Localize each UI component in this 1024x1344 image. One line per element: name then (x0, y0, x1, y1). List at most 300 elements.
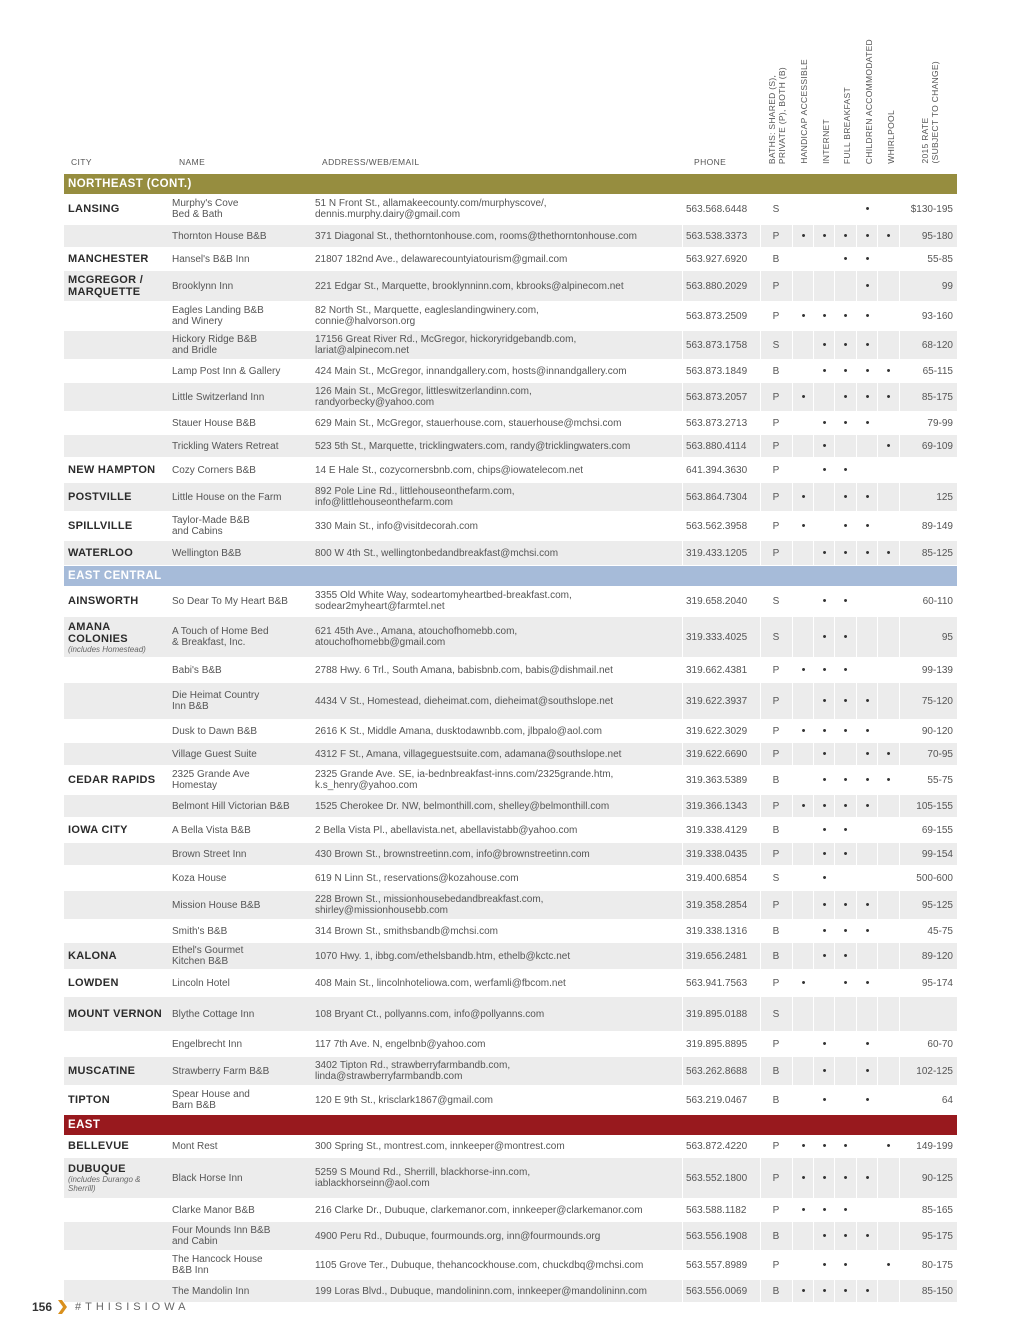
breakfast-mark: • (843, 1139, 848, 1152)
column-divider (856, 331, 857, 359)
address-cell (315, 383, 681, 411)
column-divider (834, 617, 835, 657)
bath-type: P (772, 464, 780, 476)
internet-mark: • (822, 694, 827, 707)
phone-cell: 563.262.8688 (686, 1065, 748, 1077)
lodging-name-line: Babi's B&B (172, 664, 222, 676)
lodging-name-line: Murphy's Cove (172, 198, 239, 209)
handicap-mark (793, 1251, 814, 1279)
table-row (64, 360, 957, 383)
breakfast-mark: • (843, 364, 848, 377)
column-divider (899, 658, 900, 682)
city-cell (68, 795, 168, 817)
handicap-mark (793, 360, 814, 382)
column-divider (856, 435, 857, 457)
internet-mark: • (822, 1203, 827, 1216)
address-cell (315, 658, 681, 682)
table-row (64, 483, 957, 512)
col-rate-line2: (SUBJECT TO CHANGE) (930, 61, 940, 164)
address-line: 1105 Grove Ter., Dubuque, thehancockhouse.com, chuckdbq@mchsi.com (315, 1259, 644, 1271)
column-divider (877, 541, 878, 565)
column-divider (877, 1032, 878, 1056)
column-divider (813, 1158, 814, 1198)
whirlpool-mark (878, 720, 899, 742)
handicap-mark (793, 843, 814, 865)
phone-cell: 563.880.2029 (686, 280, 748, 292)
rate-cell: 149-199 (916, 1140, 953, 1152)
column-divider (877, 586, 878, 616)
column-divider (899, 412, 900, 434)
phone-cell: 563.872.4220 (686, 1140, 748, 1152)
rate-cell: 69-155 (921, 824, 953, 836)
whirlpool-mark: • (886, 1139, 891, 1152)
city-name: LOWDEN (68, 977, 119, 989)
children-mark: • (865, 799, 870, 812)
phone-cell: 563.562.3958 (686, 520, 748, 532)
address-cell (315, 683, 681, 719)
column-divider (856, 720, 857, 742)
internet-mark: • (822, 338, 827, 351)
column-divider (856, 586, 857, 616)
whirlpool-mark: • (886, 390, 891, 403)
rate-cell: 90-125 (921, 1172, 953, 1184)
phone-cell: 563.873.2509 (686, 310, 748, 322)
column-divider (856, 617, 857, 657)
lodging-name-line: Brown Street Inn (172, 848, 247, 860)
breakfast-mark (835, 997, 856, 1031)
rate-cell: 68-120 (921, 339, 953, 351)
column-divider (760, 331, 761, 359)
table-row (64, 1222, 957, 1251)
lodging-name-line: Brooklynn Inn (172, 280, 234, 292)
address-line: 2788 Hwy. 6 Trl., South Amana, babisbnb.com, babis@dishmail.net (315, 664, 613, 676)
phone-cell: 319.363.5389 (686, 774, 748, 786)
column-divider (856, 1135, 857, 1157)
internet-mark: • (822, 663, 827, 676)
column-divider (813, 920, 814, 942)
phone-cell: 563.557.8989 (686, 1259, 748, 1271)
column-divider (813, 1251, 814, 1279)
table-row (64, 943, 957, 970)
column-divider (834, 302, 835, 330)
lodging-name (172, 1135, 307, 1157)
column-divider (760, 435, 761, 457)
phone-cell: 563.219.0467 (686, 1094, 748, 1106)
internet-mark (814, 483, 835, 511)
address-line: 51 N Front St., allamakeecounty.com/murphyscove/, (315, 198, 547, 209)
lodging-name-line: So Dear To My Heart B&B (172, 595, 288, 607)
column-divider (856, 194, 857, 224)
lodging-name (172, 225, 307, 247)
column-divider (813, 795, 814, 817)
lodging-name-line: The Hancock House (172, 1254, 263, 1265)
whirlpool-mark (878, 617, 899, 657)
lodging-name (172, 843, 307, 865)
lodging-name (172, 360, 307, 382)
internet-mark: • (822, 898, 827, 911)
bath-type: P (772, 848, 780, 860)
table-header (64, 20, 957, 172)
column-divider (760, 1199, 761, 1221)
column-divider (834, 1158, 835, 1198)
column-divider (792, 683, 793, 719)
column-divider (792, 866, 793, 890)
address-line: shirley@missionhousebb.com (315, 905, 448, 916)
column-divider (899, 743, 900, 765)
table-row (64, 866, 957, 891)
handicap-mark (793, 920, 814, 942)
rate-cell: 93-160 (921, 310, 953, 322)
column-divider (856, 1222, 857, 1250)
column-divider (682, 331, 683, 359)
column-divider (856, 383, 857, 411)
breakfast-mark (835, 435, 856, 457)
table-row (64, 271, 957, 302)
lodging-name-line: Die Heimat Country (172, 690, 260, 701)
col-phone-header: PHONE (694, 157, 727, 167)
column-divider (813, 843, 814, 865)
col-baths-line2: PRIVATE (P), BOTH (B) (777, 66, 787, 164)
column-divider (899, 383, 900, 411)
lodging-name-line: Taylor-Made B&B (172, 515, 250, 526)
column-divider (792, 720, 793, 742)
children-mark: • (865, 1171, 870, 1184)
breakfast-mark (835, 194, 856, 224)
address-line: 17156 Great River Rd., McGregor, hickoryridgebandb.com, (315, 334, 577, 345)
column-divider (682, 795, 683, 817)
bath-type: B (772, 950, 780, 962)
column-divider (899, 1158, 900, 1198)
column-divider (792, 743, 793, 765)
rate-cell: 64 (941, 1094, 953, 1106)
internet-mark: • (822, 747, 827, 760)
handicap-mark: • (801, 390, 806, 403)
rate-cell: 99 (941, 280, 953, 292)
handicap-mark: • (801, 1203, 806, 1216)
bath-type: B (772, 253, 780, 265)
breakfast-mark: • (843, 519, 848, 532)
lodging-name-line: Homestay (172, 780, 218, 791)
column-divider (834, 743, 835, 765)
breakfast-mark: • (843, 229, 848, 242)
rate-cell: 60-110 (922, 595, 953, 607)
children-mark: • (865, 694, 870, 707)
city-cell (68, 1135, 168, 1157)
column-divider (899, 617, 900, 657)
column-divider (877, 512, 878, 540)
whirlpool-mark: • (886, 229, 891, 242)
children-mark (857, 435, 878, 457)
table-row (64, 302, 957, 331)
lodging-name-line: Hickory Ridge B&B (172, 334, 258, 345)
column-divider (834, 997, 835, 1031)
column-divider (813, 997, 814, 1031)
column-divider (792, 1222, 793, 1250)
city-name: KALONA (68, 950, 117, 962)
phone-cell: 319.400.6854 (686, 872, 748, 884)
whirlpool-mark (878, 458, 899, 482)
column-divider (856, 1057, 857, 1085)
handicap-mark (793, 997, 814, 1031)
column-divider (899, 331, 900, 359)
column-divider (760, 412, 761, 434)
column-divider (682, 818, 683, 842)
column-divider (760, 920, 761, 942)
lodging-name-line: and Cabin (172, 1236, 218, 1247)
bath-type: P (772, 664, 780, 676)
column-divider (834, 843, 835, 865)
bath-type: P (772, 748, 780, 760)
children-mark (857, 617, 878, 657)
whirlpool-mark (878, 331, 899, 359)
address-cell (315, 1280, 681, 1302)
address-line: 117 7th Ave. N, engelbnb@yahoo.com (315, 1038, 486, 1050)
bath-type: P (772, 440, 780, 452)
column-divider (899, 1086, 900, 1114)
column-divider (899, 920, 900, 942)
city-name: NEW HAMPTON (68, 464, 156, 476)
address-line: 1070 Hwy. 1, ibbg.com/ethelsbandb.htm, ethelb@kctc.net (315, 950, 571, 962)
internet-mark: • (822, 594, 827, 607)
column-divider (813, 458, 814, 482)
column-divider (760, 970, 761, 996)
column-divider (792, 1199, 793, 1221)
handicap-mark (793, 271, 814, 301)
column-divider (760, 766, 761, 794)
internet-mark (814, 997, 835, 1031)
address-cell (315, 225, 681, 247)
phone-cell: 319.895.8895 (686, 1038, 748, 1050)
bath-type: B (772, 925, 780, 937)
city-cell (68, 412, 168, 434)
children-mark (857, 1135, 878, 1157)
breakfast-mark: • (843, 594, 848, 607)
address-line: sodear2myheart@farmtel.net (315, 601, 445, 612)
city-cell (68, 818, 168, 842)
whirlpool-mark: • (886, 546, 891, 559)
column-divider (856, 512, 857, 540)
city-cell (68, 997, 168, 1031)
column-divider (813, 541, 814, 565)
lodging-name (172, 586, 307, 616)
bath-type: P (772, 280, 780, 292)
lodging-name (172, 1280, 307, 1302)
column-divider (813, 683, 814, 719)
bath-type: P (772, 391, 780, 403)
table-row (64, 1032, 957, 1057)
rate-cell: 85-150 (921, 1285, 953, 1297)
column-divider (899, 970, 900, 996)
column-divider (813, 248, 814, 270)
lodging-name-line: Belmont Hill Victorian B&B (172, 800, 290, 812)
whirlpool-mark (878, 1086, 899, 1114)
column-divider (856, 1086, 857, 1114)
column-divider (877, 943, 878, 969)
column-divider (792, 271, 793, 301)
column-divider (813, 1199, 814, 1221)
table-row (64, 1086, 957, 1115)
city-cell (68, 1251, 168, 1279)
column-divider (899, 1135, 900, 1157)
column-divider (813, 1086, 814, 1114)
internet-mark (814, 383, 835, 411)
column-divider (834, 766, 835, 794)
lodging-name-line: Stauer House B&B (172, 417, 256, 429)
bath-type: P (772, 491, 780, 503)
rate-cell: 55-75 (927, 774, 953, 786)
internet-mark (814, 271, 835, 301)
column-divider (682, 743, 683, 765)
column-divider (792, 891, 793, 919)
rate-cell: 89-120 (921, 950, 953, 962)
address-line: connie@halvorson.org (315, 316, 416, 327)
column-divider (834, 360, 835, 382)
handicap-mark: • (801, 490, 806, 503)
hashtag-footer: #THISISIOWA (75, 1301, 190, 1313)
internet-mark: • (822, 773, 827, 786)
column-divider (899, 683, 900, 719)
section-band (64, 566, 957, 586)
table-row (64, 658, 957, 683)
phone-cell: 319.622.3937 (686, 695, 748, 707)
column-divider (856, 225, 857, 247)
address-line: 126 Main St., McGregor, littleswitzerlandinn.com, (315, 386, 532, 397)
lodging-name-line: Thornton House B&B (172, 230, 267, 242)
whirlpool-mark (878, 483, 899, 511)
column-divider (856, 1032, 857, 1056)
lodging-name-line: Hansel's B&B Inn (172, 253, 250, 265)
city-cell (68, 683, 168, 719)
internet-mark: • (822, 924, 827, 937)
internet-mark: • (822, 416, 827, 429)
phone-cell: 563.927.6920 (686, 253, 748, 265)
internet-mark: • (822, 364, 827, 377)
children-mark: • (865, 724, 870, 737)
phone-cell: 563.941.7563 (686, 977, 748, 989)
lodging-name (172, 458, 307, 482)
children-mark (857, 866, 878, 890)
column-divider (760, 1086, 761, 1114)
breakfast-mark: • (843, 630, 848, 643)
rate-cell: 89-149 (921, 520, 953, 532)
internet-mark: • (822, 799, 827, 812)
column-divider (682, 970, 683, 996)
handicap-mark (793, 1222, 814, 1250)
column-divider (899, 512, 900, 540)
lodging-name-line: Little House on the Farm (172, 491, 282, 503)
lodging-name (172, 512, 307, 540)
breakfast-mark (835, 1057, 856, 1085)
handicap-mark (793, 866, 814, 890)
city-cell (68, 331, 168, 359)
address-cell (315, 997, 681, 1031)
whirlpool-mark (878, 943, 899, 969)
city-cell (68, 383, 168, 411)
rate-cell: 99-139 (921, 664, 953, 676)
whirlpool-mark (878, 818, 899, 842)
address-line: info@littlehouseonthefarm.com (315, 497, 453, 508)
table-row (64, 412, 957, 435)
column-divider (682, 943, 683, 969)
table-row (64, 891, 957, 920)
table-row (64, 194, 957, 225)
whirlpool-mark (878, 1222, 899, 1250)
city-cell (68, 512, 168, 540)
city-name: MANCHESTER (68, 253, 149, 265)
children-mark: • (865, 747, 870, 760)
address-line: lariat@alpinecom.net (315, 345, 410, 356)
column-divider (899, 843, 900, 865)
column-divider (760, 248, 761, 270)
column-divider (682, 658, 683, 682)
handicap-mark (793, 435, 814, 457)
address-cell (315, 1199, 681, 1221)
breakfast-mark (835, 271, 856, 301)
city-cell (68, 271, 168, 301)
children-mark: • (865, 898, 870, 911)
rate-cell: 95-174 (921, 977, 953, 989)
city-cell (68, 943, 168, 969)
column-divider (813, 360, 814, 382)
column-divider (856, 943, 857, 969)
bath-type: S (772, 631, 780, 643)
column-divider (682, 458, 683, 482)
column-divider (813, 512, 814, 540)
bath-type: P (772, 899, 780, 911)
column-divider (877, 225, 878, 247)
bath-type: P (772, 230, 780, 242)
lodging-name-line: Eagles Landing B&B (172, 305, 264, 316)
rate-cell: 85-175 (921, 391, 953, 403)
column-divider (877, 766, 878, 794)
table-row (64, 1135, 957, 1158)
column-divider (682, 1222, 683, 1250)
column-divider (792, 1280, 793, 1302)
children-mark: • (865, 1284, 870, 1297)
bath-type: P (772, 547, 780, 559)
column-divider (760, 943, 761, 969)
address-line: 300 Spring St., montrest.com, innkeeper@montrest.com (315, 1140, 565, 1152)
column-divider (856, 360, 857, 382)
bath-type: P (772, 417, 780, 429)
column-divider (834, 658, 835, 682)
column-divider (792, 1032, 793, 1056)
handicap-mark: • (801, 1139, 806, 1152)
lodging-name (172, 970, 307, 996)
column-divider (856, 541, 857, 565)
column-divider (899, 271, 900, 301)
column-divider (834, 1057, 835, 1085)
table-row (64, 383, 957, 412)
internet-mark: • (822, 229, 827, 242)
address-cell (315, 435, 681, 457)
column-divider (877, 891, 878, 919)
address-line: 408 Main St., lincolnhoteliowa.com, werfamli@fbcom.net (315, 977, 566, 989)
breakfast-mark: • (843, 724, 848, 737)
lodging-name-line: A Touch of Home Bed (172, 626, 269, 637)
address-line: 5259 S Mound Rd., Sherrill, blackhorse-inn.com, (315, 1167, 531, 1178)
col-rate-line1: 2015 RATE (920, 117, 930, 164)
column-divider (877, 360, 878, 382)
lodging-name-line: Trickling Waters Retreat (172, 440, 279, 452)
column-divider (877, 970, 878, 996)
column-divider (856, 458, 857, 482)
city-name: LANSING (68, 203, 120, 215)
section-title: NORTHEAST (CONT.) (68, 178, 192, 190)
column-divider (792, 586, 793, 616)
bath-type: B (772, 365, 780, 377)
whirlpool-mark (878, 412, 899, 434)
